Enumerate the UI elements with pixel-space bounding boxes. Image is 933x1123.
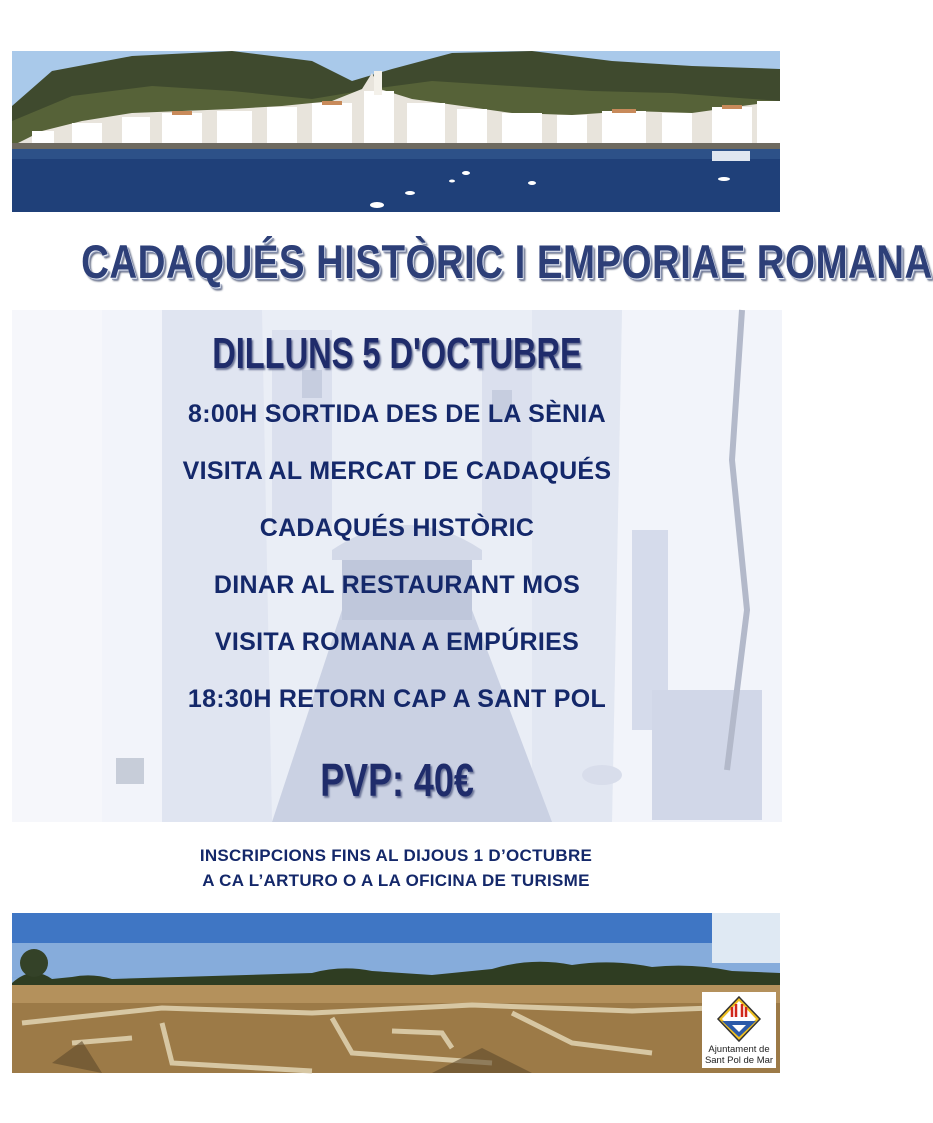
schedule-item: CADAQUÉS HISTÒRIC xyxy=(259,514,535,542)
schedule-item: DINAR AL RESTAURANT MOS xyxy=(213,571,581,599)
schedule-item: VISITA ROMANA A EMPÚRIES xyxy=(214,628,580,656)
schedule-item: 18:30H RETORN CAP A SANT POL xyxy=(187,685,607,713)
schedule-item: VISITA AL MERCAT DE CADAQUÉS xyxy=(182,457,612,485)
page-title: CADAQUÉS HISTÒRIC I EMPORIAE ROMANA xyxy=(81,235,933,288)
emporiae-ruins-photo xyxy=(12,913,780,1073)
coat-of-arms-icon xyxy=(716,995,762,1043)
town-council-logo xyxy=(702,992,776,1068)
whitewashed-street-photo xyxy=(12,310,782,822)
event-date: DILLUNS 5 D'OCTUBRE xyxy=(212,329,582,378)
price: PVP: 40€ xyxy=(320,754,474,806)
registration-deadline: INSCRIPCIONS FINS AL DIJOUS 1 D’OCTUBRE xyxy=(199,846,593,865)
cadaques-bay-photo xyxy=(12,51,780,212)
schedule-item: 8:00H SORTIDA DES DE LA SÈNIA xyxy=(187,400,607,428)
logo-text-line2: Sant Pol de Mar xyxy=(704,1055,774,1066)
registration-location: A CA L’ARTURO O A LA OFICINA DE TURISME xyxy=(202,871,590,890)
logo-text-line1: Ajuntament de xyxy=(708,1044,770,1055)
